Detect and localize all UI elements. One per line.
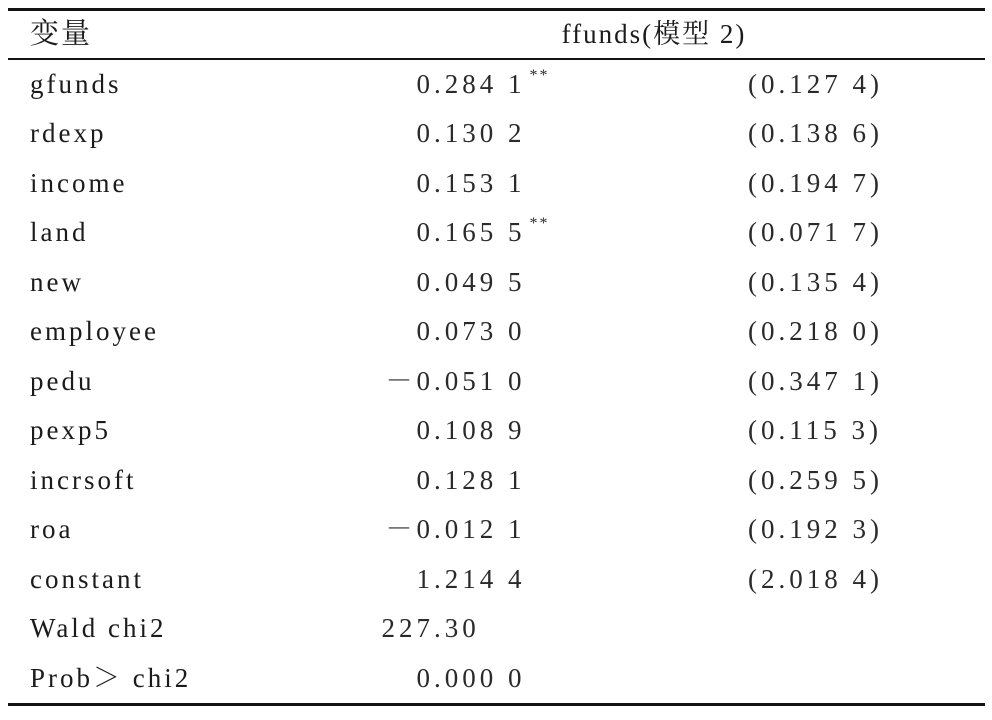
variable-name: new xyxy=(30,266,84,297)
coefficient-value xyxy=(364,217,526,247)
variable-name: Wald chi2 xyxy=(30,613,167,643)
coefficient-value xyxy=(364,663,526,693)
bottom-rule xyxy=(8,703,985,706)
header-row xyxy=(8,11,985,58)
coefficient-fraction-part: .284 1 xyxy=(434,68,526,99)
table-row xyxy=(8,109,985,159)
table-row xyxy=(8,406,985,456)
table-row xyxy=(8,159,985,209)
coefficient-value xyxy=(364,267,526,297)
variable-name: constant xyxy=(30,563,144,594)
coefficient-value xyxy=(364,514,526,544)
coefficient-integer-part: 0 xyxy=(416,68,434,99)
coefficient-value xyxy=(364,316,526,346)
variable-name: rdexp xyxy=(30,118,107,148)
variable-name: pedu xyxy=(30,365,95,396)
table-row xyxy=(8,307,985,357)
coefficient-integer-part: 0 xyxy=(416,266,434,297)
variable-column-header: 变量 xyxy=(30,18,93,50)
significance-stars: ** xyxy=(529,215,550,232)
coefficient-cell xyxy=(364,60,550,110)
coefficient-fraction-part: .214 4 xyxy=(434,563,526,594)
coefficient-fraction-part: .000 0 xyxy=(434,662,526,693)
standard-error-value: (0.347 1) xyxy=(748,365,883,396)
coefficient-value xyxy=(364,415,526,445)
standard-error-value: (0.218 0) xyxy=(748,316,883,346)
coefficient-fraction-part: .165 5 xyxy=(434,217,526,247)
coefficient-value xyxy=(364,366,526,396)
variable-name: pexp5 xyxy=(30,415,111,445)
table-row xyxy=(8,456,985,506)
variable-name: roa xyxy=(30,514,74,544)
coefficient-integer-part: 1 xyxy=(416,563,434,594)
standard-error-value: (0.192 3) xyxy=(748,514,883,544)
standard-error-value: (0.194 7) xyxy=(748,167,883,198)
coefficient-integer-part: －0 xyxy=(385,514,434,544)
variable-name: Prob＞ chi2 xyxy=(30,662,192,693)
coefficient-cell xyxy=(364,654,526,704)
coefficient-integer-part: 0 xyxy=(416,167,434,198)
coefficient-value xyxy=(364,168,526,198)
coefficient-fraction-part: .073 0 xyxy=(434,316,526,346)
standard-error-value: (0.127 4) xyxy=(748,68,883,99)
standard-error-value: (2.018 4) xyxy=(748,563,883,594)
coefficient-value xyxy=(364,564,526,594)
variable-name: land xyxy=(30,217,89,247)
table-row xyxy=(8,505,985,555)
coefficient-cell xyxy=(364,109,526,159)
coefficient-integer-part: 0 xyxy=(416,415,434,445)
coefficient-value xyxy=(364,613,480,643)
coefficient-cell xyxy=(364,307,526,357)
significance-stars: ** xyxy=(529,66,550,84)
standard-error-value: (0.115 3) xyxy=(748,415,882,445)
variable-name: employee xyxy=(30,316,159,346)
coefficient-integer-part: 0 xyxy=(416,217,434,247)
coefficient-fraction-part: .012 1 xyxy=(434,514,526,544)
coefficient-cell xyxy=(364,208,550,258)
coefficient-value xyxy=(364,118,526,148)
coefficient-integer-part: 227 xyxy=(381,613,434,643)
coefficient-fraction-part: .051 0 xyxy=(434,365,526,396)
model-column-header: ffunds(模型 2) xyxy=(561,19,747,49)
variable-name: gfunds xyxy=(30,68,122,99)
table-row xyxy=(8,60,985,110)
variable-name: income xyxy=(30,167,128,198)
coefficient-cell xyxy=(364,357,526,407)
table-row xyxy=(8,357,985,407)
coefficient-cell xyxy=(364,456,526,506)
coefficient-cell xyxy=(364,505,526,555)
variable-name: incrsoft xyxy=(30,464,137,495)
table-row xyxy=(8,555,985,605)
coefficient-fraction-part: .128 1 xyxy=(434,464,526,495)
standard-error-value: (0.138 6) xyxy=(748,118,883,148)
coefficient-integer-part: 0 xyxy=(416,464,434,495)
coefficient-cell xyxy=(364,159,526,209)
coefficient-fraction-part: .153 1 xyxy=(434,167,526,198)
regression-table xyxy=(8,8,985,706)
coefficient-fraction-part: .108 9 xyxy=(434,415,526,445)
table-row xyxy=(8,654,985,704)
standard-error-value: (0.135 4) xyxy=(748,266,883,297)
coefficient-fraction-part: .130 2 xyxy=(434,118,526,148)
table-row xyxy=(8,604,985,654)
coefficient-cell xyxy=(364,406,526,456)
standard-error-value: (0.259 5) xyxy=(748,464,883,495)
table-row xyxy=(8,208,985,258)
coefficient-fraction-part: .30 xyxy=(434,613,480,643)
coefficient-integer-part: 0 xyxy=(416,118,434,148)
coefficient-value xyxy=(364,465,526,495)
coefficient-fraction-part: .049 5 xyxy=(434,266,526,297)
coefficient-integer-part: 0 xyxy=(416,662,434,693)
standard-error-value: (0.071 7) xyxy=(748,217,883,247)
coefficient-cell xyxy=(364,258,526,308)
coefficient-integer-part: －0 xyxy=(385,365,434,396)
coefficient-cell xyxy=(364,555,526,605)
coefficient-value xyxy=(364,69,526,99)
coefficient-cell xyxy=(364,604,480,654)
coefficient-integer-part: 0 xyxy=(416,316,434,346)
table-row xyxy=(8,258,985,308)
table-body xyxy=(8,60,985,704)
